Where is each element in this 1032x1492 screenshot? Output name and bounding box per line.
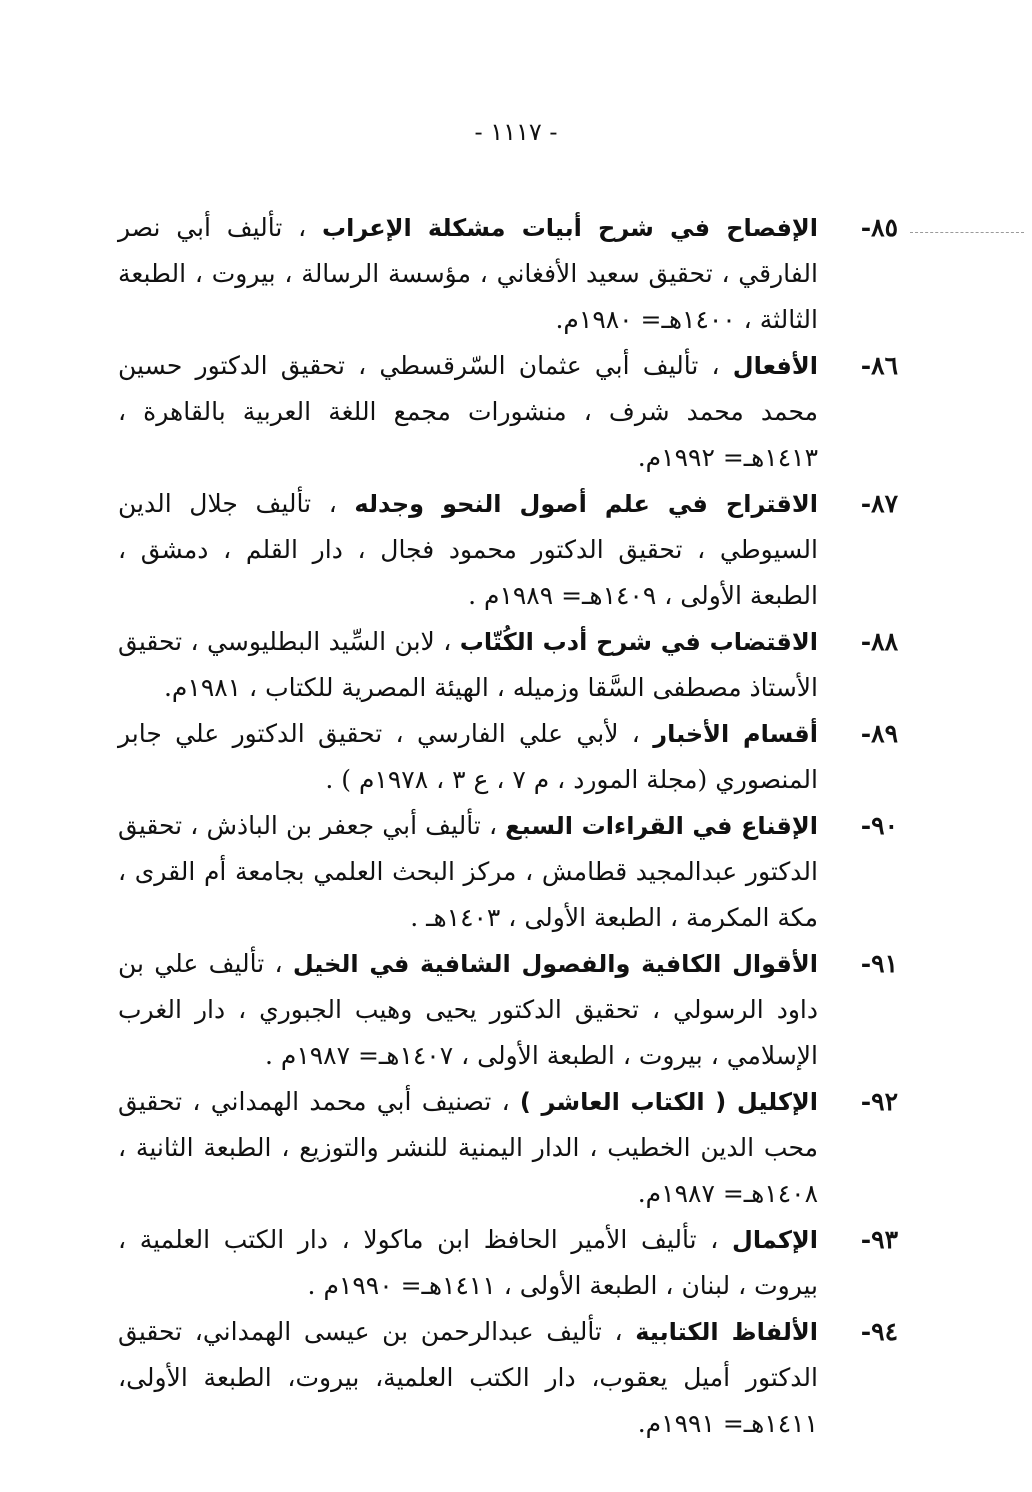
entry-number: ٨٥- bbox=[860, 213, 898, 242]
entry-number: ٩٤- bbox=[860, 1317, 898, 1346]
entry-number: ٨٧- bbox=[860, 489, 898, 518]
entry-number: ٩٠- bbox=[860, 811, 898, 840]
entry-title: الاقتضاب في شرح أدب الكُتّاب bbox=[459, 628, 818, 656]
entry-title: الألفاظ الكتابية bbox=[635, 1318, 818, 1346]
entry-number: ٨٨- bbox=[860, 627, 898, 656]
entry-details: ، تأليف جلال الدين السيوطي ، تحقيق الدكتور محمود فجال ، دار القلم ، دمشق ، الطبعة الأولى ، ١٤٠٩هـ= ١٩٨٩م . bbox=[118, 489, 818, 610]
entry-number: ٩١- bbox=[860, 949, 898, 978]
bibliography-list bbox=[118, 205, 898, 1447]
entry-title: الأقوال الكافية والفصول الشافية في الخيل bbox=[292, 950, 818, 978]
entry-title: الإكليل ( الكتاب العاشر ) bbox=[519, 1088, 819, 1116]
entry-number: ٩٢- bbox=[860, 1087, 898, 1116]
bibliography-entry bbox=[118, 343, 898, 481]
page-number: - ١١١٧ - bbox=[474, 118, 558, 146]
entry-details: ، تأليف أبي جعفر بن الباذش ، تحقيق الدكتور عبدالمجيد قطامش ، مركز البحث العلمي بجامعة أم القرى ، مكة المكرمة ، الطبعة الأولى ، ١٤٠٣هـ . bbox=[118, 811, 818, 932]
margin-rule bbox=[910, 232, 1024, 233]
bibliography-entry bbox=[118, 481, 898, 619]
bibliography-entry bbox=[118, 619, 898, 711]
entry-details: ، تصنيف أبي محمد الهمداني ، تحقيق محب الدين الخطيب ، الدار اليمنية للنشر والتوزيع ، الطبعة الثانية ، ١٤٠٨هـ= ١٩٨٧م. bbox=[118, 1087, 818, 1208]
entry-title: الاقتراح في علم أصول النحو وجدله bbox=[354, 490, 818, 518]
entry-details: ، تأليف الأمير الحافظ ابن ماكولا ، دار الكتب العلمية ، بيروت ، لبنان ، الطبعة الأولى ، ١٤١١هـ= ١٩٩٠م . bbox=[118, 1225, 818, 1300]
entry-details: ، تأليف أبي نصر الفارقي ، تحقيق سعيد الأفغاني ، مؤسسة الرسالة ، بيروت ، الطبعة الثالثة ، ١٤٠٠هـ= ١٩٨٠م. bbox=[118, 213, 818, 334]
bibliography-entry bbox=[118, 205, 898, 343]
bibliography-entry bbox=[118, 941, 898, 1079]
entry-details: ، تأليف أبي عثمان السّرقسطي ، تحقيق الدكتور حسين محمد محمد شرف ، منشورات مجمع اللغة العربية بالقاهرة ، ١٤١٣هـ= ١٩٩٢م. bbox=[118, 351, 818, 472]
entry-title: الإكمال bbox=[732, 1226, 818, 1254]
entry-details: ، لأبي علي الفارسي ، تحقيق الدكتور علي جابر المنصوري (مجلة المورد ، م ٧ ، ع ٣ ، ١٩٧٨م ) . bbox=[118, 719, 818, 794]
bibliography-entry bbox=[118, 1217, 898, 1309]
bibliography-entry bbox=[118, 1309, 898, 1447]
entry-number: ٨٩- bbox=[860, 719, 898, 748]
entry-title: أقسام الأخبار bbox=[653, 720, 819, 748]
entry-details: ، تأليف عبدالرحمن بن عيسى الهمداني، تحقيق الدكتور أميل يعقوب، دار الكتب العلمية، بيروت، الطبعة الأولى، ١٤١١هـ= ١٩٩١م. bbox=[118, 1317, 818, 1438]
bibliography-entry bbox=[118, 1079, 898, 1217]
bibliography-entry bbox=[118, 711, 898, 803]
entry-details: ، لابن السِّيد البطليوسي ، تحقيق الأستاذ مصطفى السَّقا وزميله ، الهيئة المصرية للكتاب ، ١٩٨١م. bbox=[118, 627, 818, 702]
entry-number: ٨٦- bbox=[860, 351, 898, 380]
entry-title: الإقناع في القراءات السبع bbox=[505, 812, 818, 840]
bibliography-entry bbox=[118, 803, 898, 941]
entry-title: الإفصاح في شرح أبيات مشكلة الإعراب bbox=[321, 214, 818, 242]
entry-title: الأفعال bbox=[732, 352, 818, 380]
entry-number: ٩٣- bbox=[860, 1225, 898, 1254]
entry-details: ، تأليف علي بن داود الرسولي ، تحقيق الدكتور يحيى وهيب الجبوري ، دار الغرب الإسلامي ، بيروت ، الطبعة الأولى ، ١٤٠٧هـ= ١٩٨٧م . bbox=[118, 949, 818, 1070]
